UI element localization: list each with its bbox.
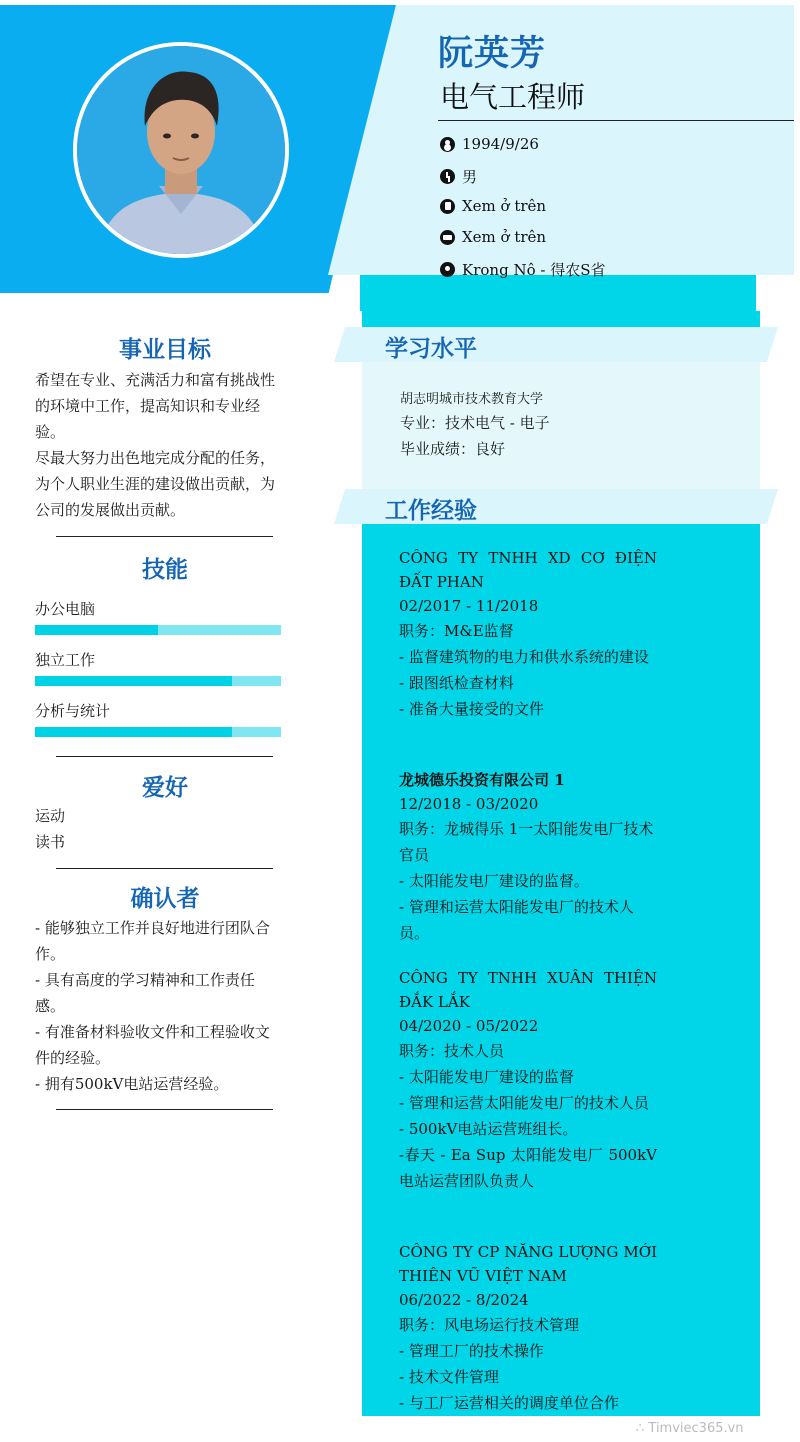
job-line: - 准备大量接受的文件 — [399, 700, 544, 718]
job-line: - 太阳能发电厂建设的监督 — [399, 1068, 574, 1086]
header-right-background — [328, 5, 794, 275]
skill-bar — [35, 727, 281, 737]
gender-value: 男 — [462, 168, 478, 186]
hobby-item: 运动 — [35, 807, 66, 825]
job-line: - 管理和运营太阳能发电厂的技术人员 — [399, 1094, 649, 1112]
location-pin-icon — [440, 262, 455, 277]
avatar — [73, 42, 289, 258]
affirm-line: - 有准备材料验收文件和工程验收文 — [35, 1023, 270, 1041]
job-line: - 技术文件管理 — [399, 1368, 499, 1386]
section-divider — [56, 1109, 273, 1110]
objective-line: 希望在专业、充满活力和富有挑战性 — [35, 371, 276, 389]
job-company: CÔNG TY TNHH XD CƠ ĐIỆN ĐẤT PHAN — [399, 549, 657, 591]
experience-heading: 工作经验 — [385, 498, 477, 524]
skill-bar-fill — [35, 727, 232, 737]
job-company: CÔNG TY CP NĂNG LƯỢNG MỚI THIÊN VŨ VIỆT NAM — [399, 1243, 657, 1285]
hobbies-heading: 爱好 — [142, 775, 188, 801]
affirm-line: - 拥有500kV电站运营经验。 — [35, 1075, 229, 1093]
job-line: - 管理工厂的技术操作 — [399, 1342, 544, 1360]
address-value: Krong Nô - 得农S省 — [462, 261, 606, 279]
affirm-line: - 具有高度的学习精神和工作责任 — [35, 971, 255, 989]
mail-icon — [440, 230, 455, 245]
job-entry — [399, 546, 657, 722]
job-entry — [399, 966, 657, 1194]
job-line: 职务：M&E监督 — [399, 622, 514, 640]
job-date: 12/2018 - 03/2020 — [399, 795, 539, 813]
job-line: - 管理和运营太阳能发电厂的技术人员。 — [399, 898, 634, 942]
objective-line: 公司的发展做出贡献。 — [35, 501, 186, 519]
hobbies-list — [35, 803, 297, 855]
skill-label: 分析与统计 — [35, 702, 111, 720]
job-title: 电气工程师 — [440, 80, 586, 114]
phone-value: Xem ở trên — [462, 197, 547, 215]
job-date: 06/2022 - 8/2024 — [399, 1291, 529, 1309]
skill-bar-fill — [35, 625, 158, 635]
job-line: - 500kV电站运营班组长。 — [399, 1120, 578, 1138]
education-heading: 学习水平 — [385, 336, 477, 362]
gender-row — [440, 166, 477, 187]
person-name: 阮英芳 — [438, 34, 547, 74]
email-row — [440, 228, 546, 246]
user-icon — [440, 137, 455, 152]
affirm-line: - 能够独立工作并良好地进行团队合 — [35, 919, 270, 937]
job-date: 02/2017 - 11/2018 — [399, 597, 539, 615]
email-value: Xem ở trên — [462, 228, 547, 246]
skill-label: 独立工作 — [35, 651, 96, 669]
job-line: - 太阳能发电厂建设的监督。 — [399, 872, 589, 890]
skill-label: 办公电脑 — [35, 600, 96, 618]
job-entry — [399, 768, 657, 946]
phone-row — [440, 197, 546, 215]
objective-line: 为个人职业生涯的建设做出贡献，为 — [35, 475, 276, 493]
birthday-row — [440, 135, 539, 153]
address-row — [440, 259, 605, 280]
affirm-line: 作。 — [35, 945, 66, 963]
phone-icon — [440, 199, 455, 214]
job-line: -春天 - Ea Sup 太阳能发电厂 500kV 电站运营团队负责人 — [399, 1146, 657, 1190]
skill-bar-fill — [35, 676, 232, 686]
objective-line: 的环境中工作，提高知识和专业经 — [35, 397, 261, 415]
header-accent-strip — [360, 275, 756, 311]
affirm-line: 感。 — [35, 997, 66, 1015]
objective-line: 验。 — [35, 423, 66, 441]
education-major: 专业：技术电气 - 电子 — [400, 414, 550, 432]
job-company: CÔNG TY TNHH XUÂN THIỆN ĐẮK LẮK — [399, 969, 657, 1011]
affirm-heading: 确认者 — [130, 886, 200, 912]
job-entry — [399, 1240, 657, 1416]
clock-icon — [440, 169, 455, 184]
objective-heading: 事业目标 — [119, 337, 211, 363]
job-date: 04/2020 - 05/2022 — [399, 1017, 539, 1035]
education-grade: 毕业成绩：良好 — [400, 440, 506, 458]
watermark: ∴ Timviec365.vn — [636, 1421, 744, 1436]
birthday-value: 1994/9/26 — [462, 135, 539, 153]
section-divider — [56, 756, 273, 757]
job-line: - 监督建筑物的电力和供水系统的建设 — [399, 648, 649, 666]
job-line: 职务：风电场运行技术管理 — [399, 1316, 580, 1334]
job-line: - 跟图纸检查材料 — [399, 674, 514, 692]
job-line: - 与工厂运营相关的调度单位合作 — [399, 1394, 619, 1412]
section-divider — [56, 536, 273, 537]
job-line: 职务：龙城得乐 1一太阳能发电厂技术官员 — [399, 820, 654, 864]
affirm-line: 件的经验。 — [35, 1049, 111, 1067]
skills-heading: 技能 — [142, 557, 188, 583]
section-divider — [56, 868, 273, 869]
hobby-item: 读书 — [35, 833, 66, 851]
education-school: 胡志明城市技术教育大学 — [400, 392, 544, 407]
objective-line: 尽最大努力出色地完成分配的任务， — [35, 449, 276, 467]
job-line: 职务：技术人员 — [399, 1042, 505, 1060]
affirm-text — [35, 915, 297, 1097]
skill-bar — [35, 676, 281, 686]
title-divider — [438, 120, 794, 121]
objective-text — [35, 367, 297, 523]
job-company: 龙城德乐投资有限公司 1 — [399, 771, 565, 789]
skill-bar — [35, 625, 281, 635]
